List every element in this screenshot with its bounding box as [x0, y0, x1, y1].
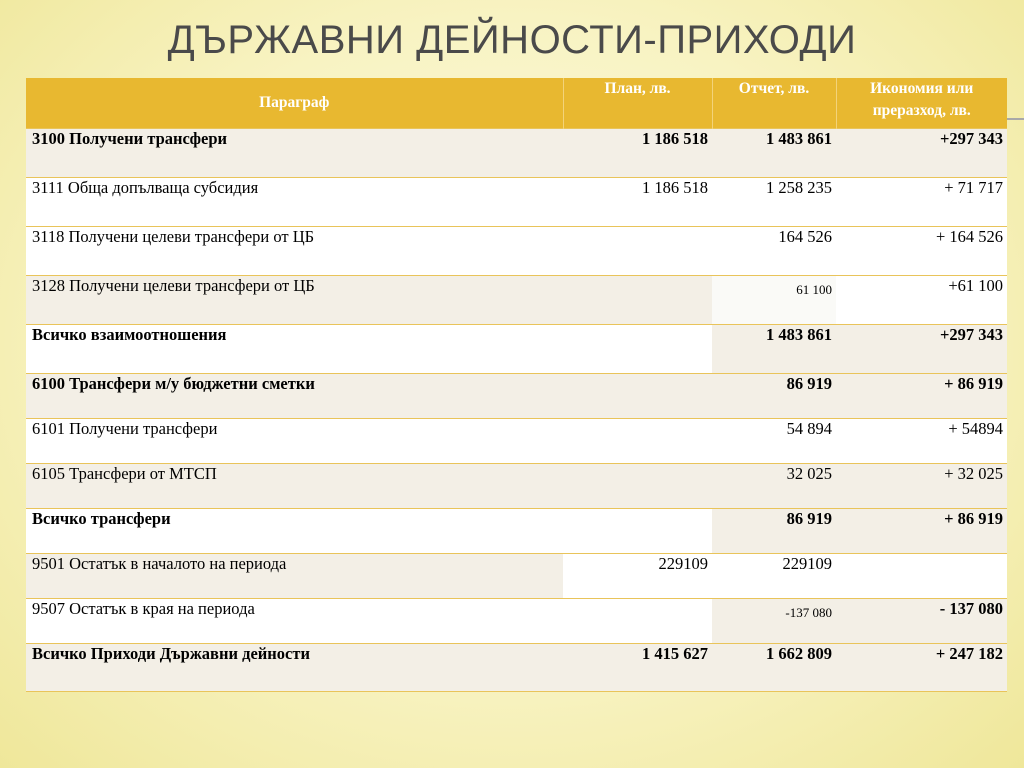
row-report: 164 526: [712, 226, 836, 275]
header-plan: План, лв.: [563, 78, 712, 128]
row-label: 6101 Получени трансфери: [26, 418, 563, 463]
row-difference: + 164 526: [836, 226, 1007, 275]
row-plan: [563, 275, 712, 324]
row-plan: 1 186 518: [563, 128, 712, 177]
header-paragraph: Параграф: [26, 78, 563, 128]
row-report: 1 662 809: [712, 643, 836, 691]
row-report: 32 025: [712, 463, 836, 508]
row-plan: [563, 463, 712, 508]
row-difference: [836, 553, 1007, 598]
row-report: 54 894: [712, 418, 836, 463]
row-report: 86 919: [712, 508, 836, 553]
row-label: 3118 Получени целеви трансфери от ЦБ: [26, 226, 563, 275]
table-row: [26, 128, 1007, 177]
table-row: [26, 373, 1007, 418]
row-difference: + 86 919: [836, 508, 1007, 553]
row-plan: 229109: [563, 553, 712, 598]
row-plan: 1 186 518: [563, 177, 712, 226]
row-label: 9501 Остатък в началото на периода: [26, 553, 563, 598]
row-plan: [563, 226, 712, 275]
row-report: 229109: [712, 553, 836, 598]
row-report: 61 100: [712, 275, 836, 324]
decorative-line: [1006, 118, 1024, 120]
row-plan: 1 415 627: [563, 643, 712, 691]
row-report: 1 483 861: [712, 128, 836, 177]
row-label: 3100 Получени трансфери: [26, 128, 563, 177]
header-difference-line1: Икономия или: [870, 80, 974, 97]
row-label: Всичко Приходи Държавни дейности: [26, 643, 563, 691]
row-difference: + 71 717: [836, 177, 1007, 226]
row-difference: +297 343: [836, 128, 1007, 177]
table-row: [26, 643, 1007, 691]
row-label: 6100 Трансфери м/у бюджетни сметки: [26, 373, 563, 418]
table-row: [26, 324, 1007, 373]
table-row: [26, 553, 1007, 598]
row-difference: +297 343: [836, 324, 1007, 373]
row-plan: [563, 324, 712, 373]
table-row: [26, 418, 1007, 463]
row-label: Всичко трансфери: [26, 508, 563, 553]
row-report: 86 919: [712, 373, 836, 418]
row-report: 1 258 235: [712, 177, 836, 226]
table-row: [26, 226, 1007, 275]
header-difference-line2: преразход, лв.: [872, 102, 971, 119]
row-report: 1 483 861: [712, 324, 836, 373]
row-label: 9507 Остатък в края на периода: [26, 598, 563, 643]
table-row: [26, 177, 1007, 226]
table-row: [26, 463, 1007, 508]
row-label: Всичко взаимоотношения: [26, 324, 563, 373]
table-header-row: [26, 78, 1007, 128]
row-plan: [563, 418, 712, 463]
row-difference: + 247 182: [836, 643, 1007, 691]
row-plan: [563, 508, 712, 553]
table-row: [26, 508, 1007, 553]
row-label: 6105 Трансфери от МТСП: [26, 463, 563, 508]
row-plan: [563, 598, 712, 643]
slide-title: ДЪРЖАВНИ ДЕЙНОСТИ-ПРИХОДИ: [167, 18, 857, 62]
table-row: [26, 598, 1007, 643]
header-report: Отчет, лв.: [712, 78, 836, 128]
row-difference: - 137 080: [836, 598, 1007, 643]
row-report: -137 080: [712, 598, 836, 643]
row-plan: [563, 373, 712, 418]
row-difference: + 32 025: [836, 463, 1007, 508]
row-difference: + 86 919: [836, 373, 1007, 418]
row-label: 3128 Получени целеви трансфери от ЦБ: [26, 275, 563, 324]
row-difference: +61 100: [836, 275, 1007, 324]
row-label: 3111 Обща допълваща субсидия: [26, 177, 563, 226]
table-row: [26, 275, 1007, 324]
row-difference: + 54894: [836, 418, 1007, 463]
header-difference: [836, 78, 1007, 128]
revenue-table: [26, 78, 1007, 692]
